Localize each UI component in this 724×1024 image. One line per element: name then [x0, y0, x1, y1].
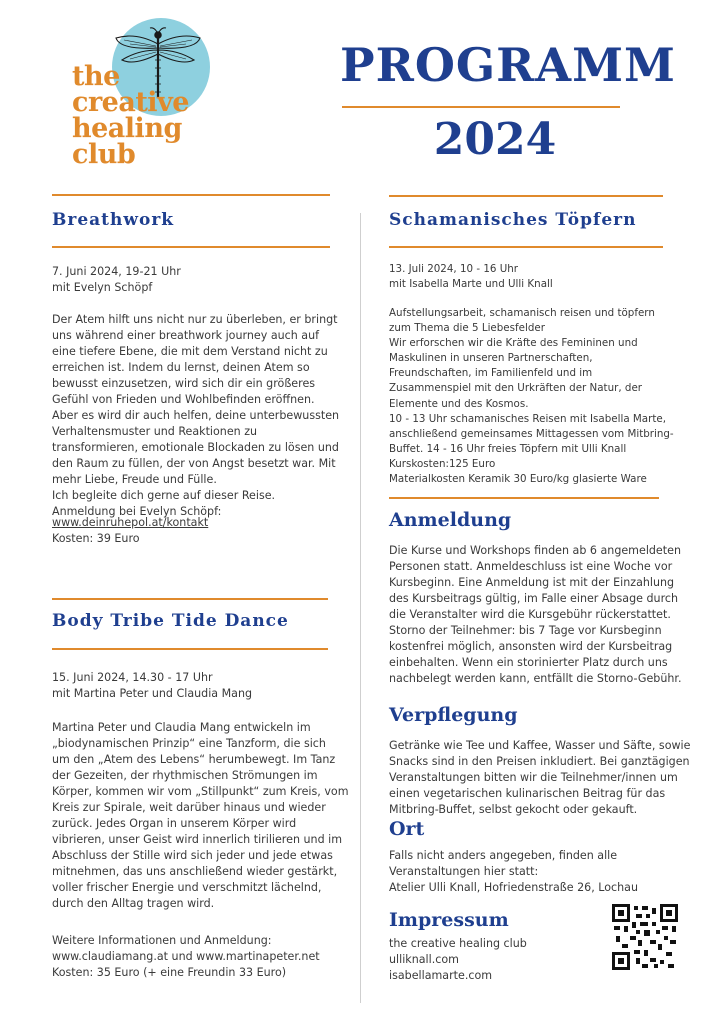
section-title-body-tribe: Body Tribe Tide Dance	[52, 611, 289, 631]
qr-code-icon[interactable]	[612, 904, 678, 970]
section-title-toepfern: Schamanisches Töpfern	[389, 210, 637, 230]
section-title-ort: Ort	[389, 818, 425, 840]
body-tribe-body: Martina Peter und Claudia Mang entwickeln im „biodynamischen Prinzip“ eine Tanzform, die sich um den „Atem des Lebens“ herumbewegt. Im Tanz der Gezeiten, der rhythmischen Strömungen im Körper, kommen wir vom „Stillpunkt“ zum Kreis, vom Kreis zur Spirale, weit darüber hinaus und wieder zurück. Jedes Organ in unserem Körper wird vibrieren, unser Geist wird innerlich tirilieren und im Abschluss der Stille wird sich jeder und jede etwas mitnehmen, das uns anschließend wieder gestärkt, voller frischer Energie und verschmitzt lächelnd, durch den Alltag tragen wird.	[52, 721, 349, 910]
verpflegung-body: Getränke wie Tee und Kaffee, Wasser und Säfte, sowie Snacks sind in den Preisen inkludiert. Bei ganztägigen Veranstaltungen bitten wir die Teilnehmer/innen um einen vegetarischen kulinarischen Beitrag für das Mitbring-Buffet, selbst gekocht oder gekauft.	[389, 739, 691, 816]
section-title-verpflegung: Verpflegung	[389, 704, 518, 726]
section-title-impressum: Impressum	[389, 909, 509, 931]
breathwork-meta: 7. Juni 2024, 19-21 Uhr mit Evelyn Schöpf	[52, 265, 181, 294]
breathwork-cost: Kosten: 39 Euro	[52, 532, 140, 545]
breathwork-link[interactable]: www.deinruhepol.at/kontakt	[52, 516, 209, 529]
toepfern-meta: 13. Juli 2024, 10 - 16 Uhr mit Isabella Marte und Ulli Knall	[389, 263, 553, 291]
toepfern-body: Aufstellungsarbeit, schamanisch reisen und töpfern zum Thema die 5 Liebesfelder Wir erforschen wir die Kräfte des Femininen und Maskulinen in unseren Partnerschaften, Freundschaften, im Familienfeld und im Zusammenspiel mit den Urkräften der Natur, der Elemente und des Kosmos. 10 - 13 Uhr schamanisches Reisen mit Isabella Marte, anschließend gemeinsames Mittagessen vom Mitbring- Buffet. 14 - 16 Uhr freies Töpfern mit Ulli Knall Kurskosten:125 Euro Materialkosten Keramik 30 Euro/kg glasierte Ware	[389, 307, 674, 486]
breathwork-body: Der Atem hilft uns nicht nur zu überleben, er bringt uns während einer breathwork journey auch auf eine tiefere Ebene, die mit dem Verstand nicht zu erreichen ist. Indem du lernst, deinen Atem so bewusst einzusetzen, wird sich dir ein größeres Gefühl von Frieden und Wohlbefinden eröffnen. Aber es wird dir auch helfen, deine unterbewussten Verhaltensmuster und Reaktionen zu transformieren, emotionale Blockaden zu lösen und den Raum zu füllen, der von Angst besetzt war. Mit mehr Liebe, Freude und Fülle. Ich begleite dich gerne auf dieser Reise. Anmeldung bei Evelyn Schöpf:	[52, 313, 340, 518]
logo-line: club	[72, 139, 136, 170]
page-year: 2024	[433, 114, 557, 165]
section-rule	[389, 195, 663, 197]
section-rule	[52, 648, 328, 650]
section-title-anmeldung: Anmeldung	[389, 509, 512, 531]
title-divider	[342, 106, 620, 108]
anmeldung-body: Die Kurse und Workshops finden ab 6 angemeldeten Personen statt. Anmeldeschluss ist eine Woche vor Kursbeginn. Eine Anmeldung ist mit der Einzahlung des Kursbeitrags gültig, im Falle einer Absage durch die Veranstalter wird die Kursgebühr rückerstattet. Storno der Teilnehmer: bis 7 Tage vor Kursbeginn kostenfrei möglich, ansonsten wird der Kursbeitrag einbehalten. Wenn ein storinierter Platz durch uns nachbelegt werden kann, entfällt die Storno-Gebühr.	[389, 544, 682, 685]
section-title-breathwork: Breathwork	[52, 210, 175, 230]
column-divider	[360, 213, 361, 1003]
page-title: PROGRAMM	[340, 38, 676, 92]
logo-line: creative	[72, 87, 189, 118]
section-rule	[389, 246, 663, 248]
impressum-body: the creative healing club ulliknall.com isabellamarte.com	[389, 937, 527, 982]
ort-body: Falls nicht anders angegeben, finden alle Veranstaltungen hier statt: Atelier Ulli Knall, Hofriedenstraße 26, Lochau	[389, 849, 638, 894]
section-rule	[52, 246, 330, 248]
logo-line: healing	[72, 113, 182, 144]
section-rule	[389, 497, 659, 499]
logo-text	[72, 61, 189, 170]
section-rule	[52, 194, 330, 196]
logo-line: the	[72, 61, 120, 92]
section-rule	[52, 598, 328, 600]
body-tribe-meta: 15. Juni 2024, 14.30 - 17 Uhr mit Martina Peter und Claudia Mang	[52, 671, 253, 700]
body-tribe-info: Weitere Informationen und Anmeldung: www.claudiamang.at und www.martinapeter.net Kosten: 35 Euro (+ eine Freundin 33 Euro)	[52, 934, 320, 979]
